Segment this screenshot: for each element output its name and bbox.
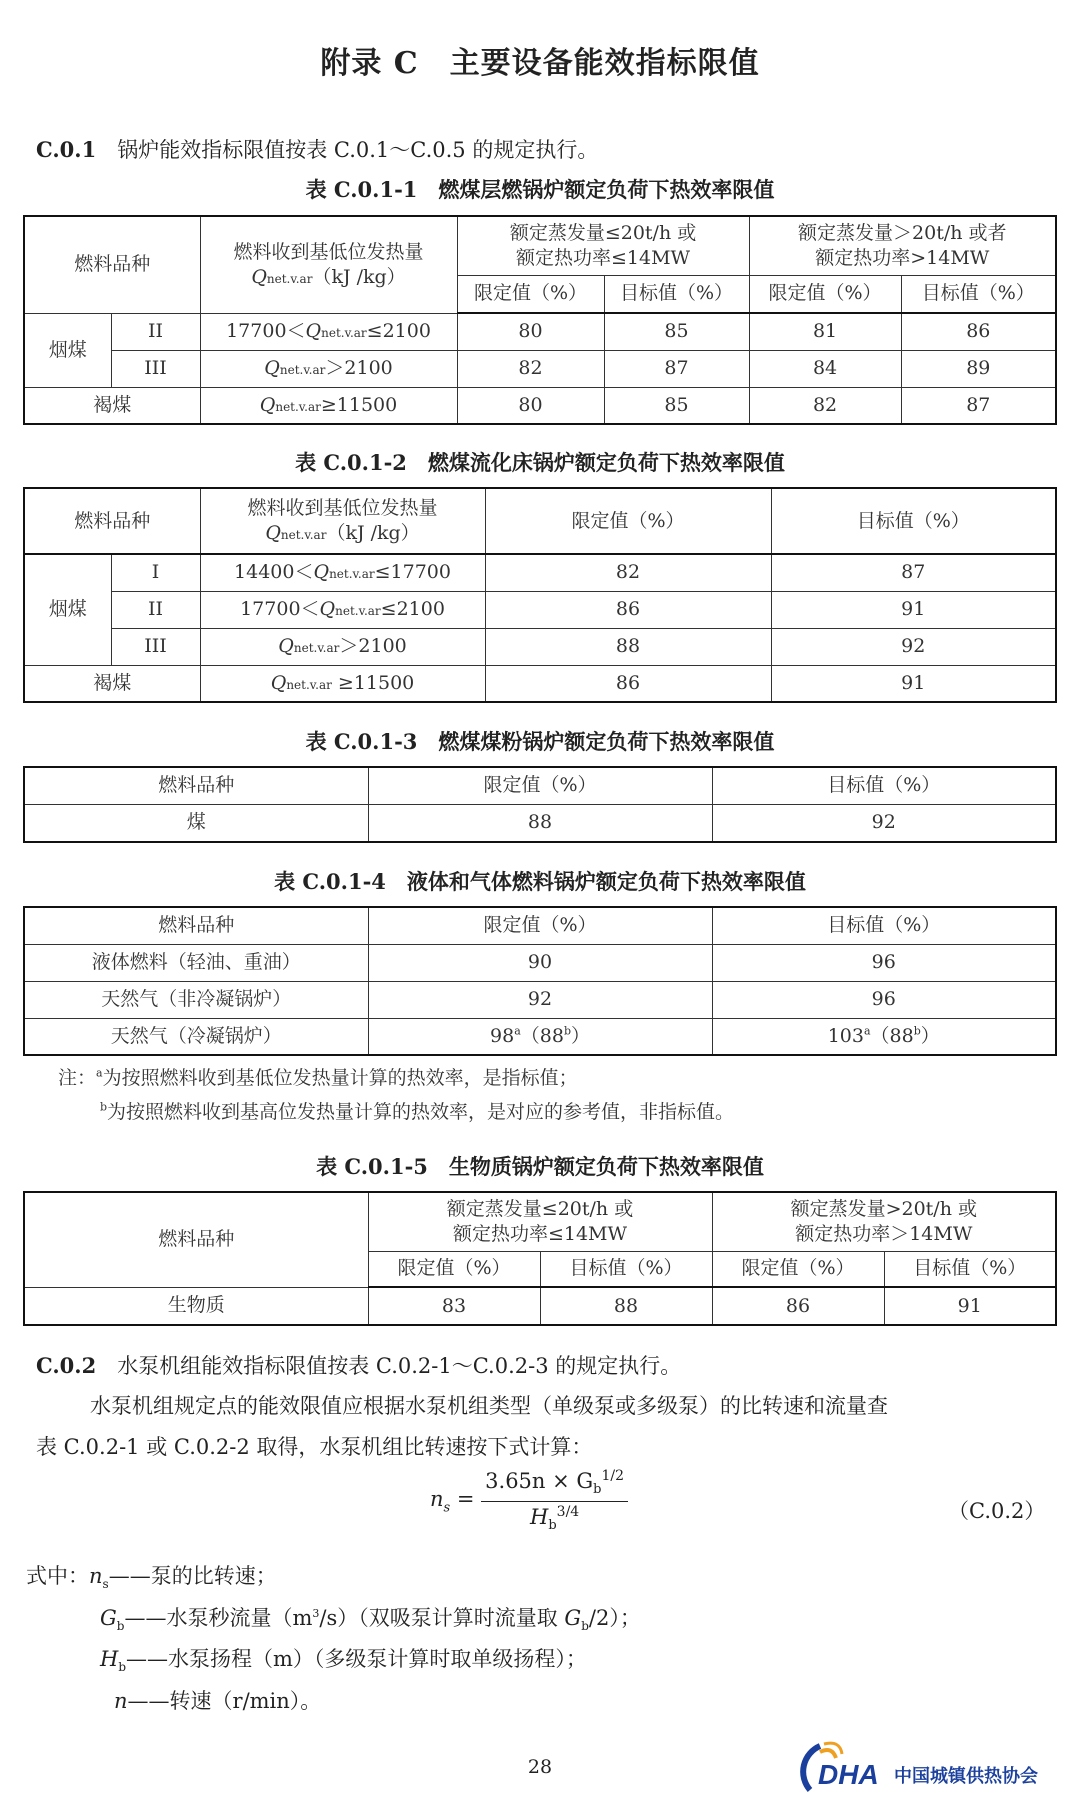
table-row: 褐煤 Qnet.v.ar ≥11500 86 91 [24, 665, 1056, 702]
table-row: III Qnet.v.ar＞2100 88 92 [24, 628, 1056, 665]
cdha-logo-icon [790, 1738, 1060, 1798]
table-row: 生物质 83 88 86 91 [24, 1287, 1056, 1325]
table-row: II 17700＜Qnet.v.ar≤2100 86 91 [24, 591, 1056, 628]
header-limit: 限定值（%） [485, 488, 771, 554]
clause-text: 锅炉能效指标限值按表 C.0.1～C.0.5 的规定执行。 [117, 138, 599, 162]
cdha-logo [790, 1738, 1060, 1798]
header-target: 目标值（%） [604, 275, 749, 313]
table-c013: 燃料品种 限定值（%） 目标值（%） 煤 88 92 [23, 766, 1057, 843]
formula-number: （C.0.2） [948, 1499, 1046, 1523]
table-caption: 表 C.0.1-4 液体和气体燃料锅炉额定负荷下热效率限值 [274, 869, 806, 894]
paragraph: 表 C.0.2-1 或 C.0.2-2 取得，水泵机组比转速按下式计算： [36, 1435, 593, 1459]
table-row: 褐煤 Qnet.v.ar≥11500 80 85 82 87 [24, 387, 1056, 424]
header-fuel: 燃料品种 [24, 488, 200, 554]
page-number: 28 [527, 1756, 553, 1778]
header-limit: 限定值（%） [749, 275, 901, 313]
header-limit: 限定值（%） [457, 275, 604, 313]
where-hb: $H_b——$水泵扬程（m）（多级泵计算时取单级扬程）； [100, 1647, 587, 1675]
formula: $n_s$ = $\frac{3.65n \times G_b^{1/2}}{H_b^{3/4}}$ [430, 1468, 628, 1533]
page-title: 附录 C 主要设备能效指标限值 [320, 46, 760, 81]
table-row: 天然气（非冷凝锅炉） 92 96 [24, 981, 1056, 1018]
table-row: 天然气（冷凝锅炉） 98$^a$（88$^b$） 103$^a$（88$^b$） [24, 1018, 1056, 1055]
where-gb: $G_b——$水泵秒流量$(m^3/s)$（双吸泵计算时流量取 $G_b/2$）； [100, 1606, 641, 1634]
header-heat: 燃料收到基低位发热量 Qnet.v.ar（kJ /kg） [200, 488, 485, 554]
table-c014: 燃料品种 限定值（%） 目标值（%） 液体燃料（轻油、重油） 90 96 天然气（非冷凝锅炉） 92 96 天然气（冷凝锅炉） 98$^a$（88$^b$） 103$^a$（88$^b$） [23, 906, 1057, 1056]
table-note-b: $^b$为按照燃料收到基高位发热量计算的热效率，是对应的参考值，非指标值。 [100, 1100, 735, 1123]
table-caption: 表 C.0.1-5 生物质锅炉额定负荷下热效率限值 [316, 1154, 764, 1179]
table-row: 烟煤 I 14400＜Qnet.v.ar≤17700 82 87 [24, 554, 1056, 591]
fuel-cell: 烟煤 [24, 313, 111, 387]
table-c012 [23, 487, 1057, 703]
clause-c01 [36, 134, 598, 164]
header-target: 目标值（%） [771, 488, 1056, 554]
where-ns: 式中：$n_s——$泵的比转速； [26, 1564, 277, 1592]
header-large: 额定蒸发量＞20t/h 或者 额定热功率>14MW [749, 216, 1056, 275]
table-c011 [23, 215, 1057, 425]
clause-c02: C.0.2 水泵机组能效指标限值按表 C.0.2-1～C.0.2-3 的规定执行。 [36, 1353, 682, 1378]
table-row: 液体燃料（轻油、重油） 90 96 [24, 944, 1056, 981]
table-caption: 表 C.0.1-3 燃煤煤粉锅炉额定负荷下热效率限值 [305, 729, 775, 754]
table-note-a: 注：$^a$为按照燃料收到基低位发热量计算的热效率，是指标值； [58, 1066, 578, 1089]
table-c015: 燃料品种 额定蒸发量≤20t/h 或 额定热功率≤14MW 额定蒸发量>20t/h 或 额定热功率＞14MW 限定值（%） 目标值（%） 限定值（%） 目标值（%） 生物质 83 88 86 91 [23, 1191, 1057, 1326]
header-target: 目标值（%） [901, 275, 1056, 313]
table-row: 烟煤 II 17700＜Qnet.v.ar≤2100 80 85 81 86 [24, 313, 1056, 350]
header-heat: 燃料收到基低位发热量 Qnet.v.ar（kJ /kg） [200, 216, 457, 313]
table-caption: 表 C.0.1-2 燃煤流化床锅炉额定负荷下热效率限值 [295, 450, 785, 475]
svg-text:中国城镇供热协会: 中国城镇供热协会 [894, 1766, 1038, 1787]
where-n: n——转速（r/min）。 [114, 1689, 322, 1713]
clause-number: C.0.1 [36, 137, 97, 162]
header-small: 额定蒸发量≤20t/h 或 额定热功率≤14MW [457, 216, 749, 275]
table-caption: 表 C.0.1-1 燃煤层燃锅炉额定负荷下热效率限值 [305, 177, 775, 202]
table-row: III Qnet.v.ar＞2100 82 87 84 89 [24, 350, 1056, 387]
table-row: 煤 88 92 [24, 804, 1056, 842]
svg-text:DHA: DHA [818, 1759, 879, 1790]
paragraph: 水泵机组规定点的能效限值应根据水泵机组类型（单级泵或多级泵）的比转速和流量查 [90, 1394, 888, 1418]
header-fuel: 燃料品种 [24, 216, 200, 313]
